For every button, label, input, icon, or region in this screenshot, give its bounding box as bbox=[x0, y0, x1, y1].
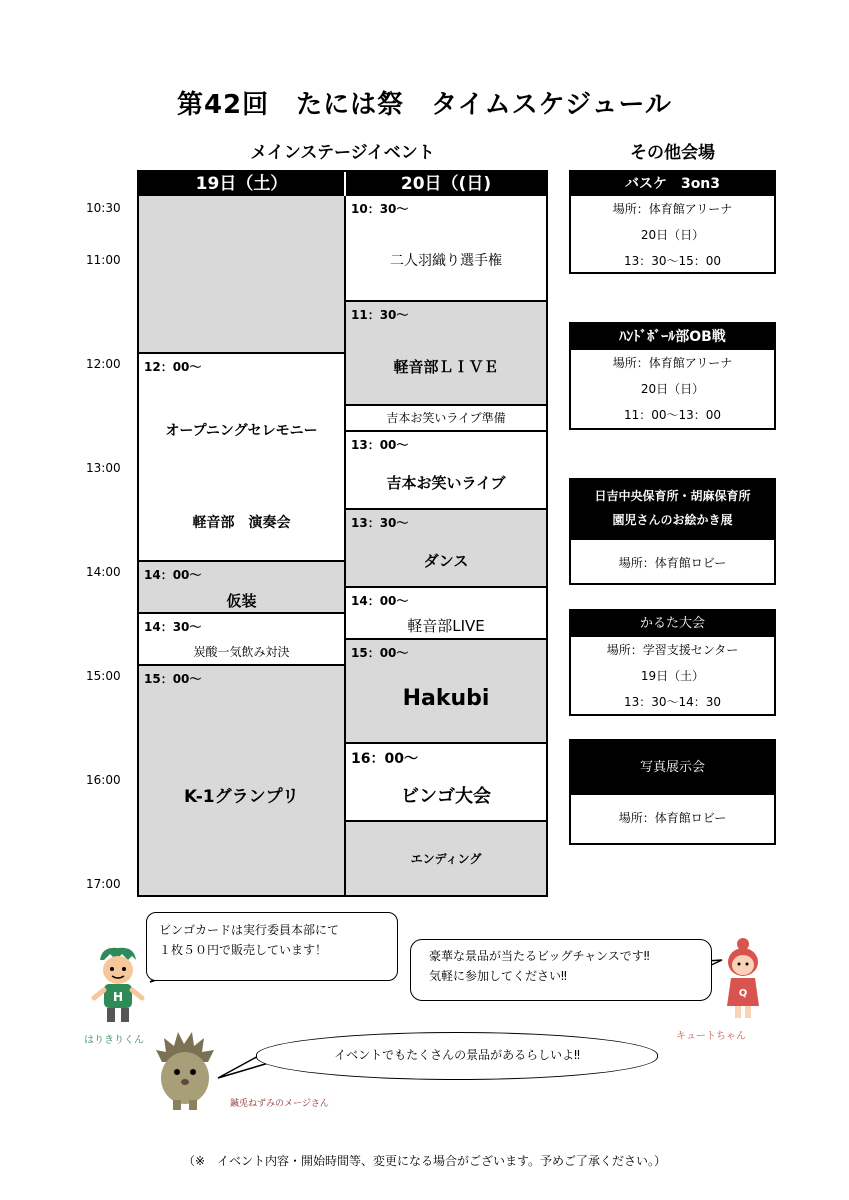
venue-detail: 20日（日） bbox=[640, 382, 705, 396]
venue-detail: 場所：体育館アリーナ bbox=[612, 356, 733, 370]
time-label: 15:00 bbox=[86, 669, 121, 683]
hedgehog-meji-icon bbox=[154, 1028, 216, 1112]
day2-event-yoshimoto-prep bbox=[344, 404, 546, 430]
speech-bubble-hedgehog: イベントでもたくさんの景品があるらしいよ‼ bbox=[256, 1032, 658, 1080]
venue-detail: 場所：体育館ロビー bbox=[618, 811, 727, 825]
main-stage-heading: メインステージイベント bbox=[250, 143, 435, 163]
event-time: 14：00～ bbox=[351, 594, 409, 608]
time-label: 12:00 bbox=[86, 357, 121, 371]
footer-note: （※ イベント内容・開始時間等、変更になる場合がございます。予めご了承ください。） bbox=[182, 1154, 667, 1168]
time-label: 17:00 bbox=[86, 877, 121, 891]
venue-detail: 20日（日） bbox=[640, 228, 705, 242]
day1-event-kasou bbox=[139, 560, 344, 612]
venue-handball bbox=[569, 322, 776, 430]
event-name: 炭酸一気飲み対決 bbox=[193, 645, 290, 659]
day1-header: 19日（土） bbox=[139, 172, 344, 196]
event-name: 吉本お笑いライブ bbox=[386, 474, 506, 492]
bubble-text: ビンゴカードは実行委員本部にて bbox=[159, 923, 340, 937]
event-name: K-1グランプリ bbox=[184, 787, 299, 807]
time-label: 11:00 bbox=[86, 253, 121, 267]
day2-event-ending bbox=[344, 820, 546, 895]
time-label: 14:00 bbox=[86, 565, 121, 579]
event-name: 軽音部 演奏会 bbox=[192, 515, 291, 531]
event-time: 15：00～ bbox=[351, 646, 409, 660]
venue-detail: 19日（土） bbox=[640, 669, 705, 683]
venue-title: 日吉中央保育所・胡麻保育所 bbox=[594, 489, 751, 503]
cute-chan-icon bbox=[722, 936, 764, 1022]
day1-event-opening bbox=[139, 352, 344, 560]
venue-title: ﾊﾝﾄﾞﾎﾞｰﾙ部OB戦 bbox=[571, 324, 774, 350]
venue-title-block bbox=[571, 480, 774, 540]
venue-detail: 11：00～13：00 bbox=[623, 408, 722, 422]
event-time: 14：00～ bbox=[144, 568, 202, 582]
event-name: 吉本お笑いライブ準備 bbox=[386, 411, 506, 425]
day2-event-dance bbox=[344, 508, 546, 586]
event-time: 13：30～ bbox=[351, 516, 409, 530]
day2-event-bingo bbox=[344, 742, 546, 820]
speech-bubble-bingo bbox=[146, 912, 398, 981]
event-time: 14：30～ bbox=[144, 620, 202, 634]
svg-text:Q: Q bbox=[738, 988, 748, 999]
hedgehog-meji-name: 鍼兎ねずみのメージさん bbox=[230, 1099, 329, 1109]
day2-header: 20日（(日) bbox=[344, 172, 546, 196]
day1-event-k1 bbox=[139, 664, 344, 895]
venue-detail: 13：30～15：00 bbox=[623, 254, 722, 268]
day2-event-yoshimoto bbox=[344, 430, 546, 508]
event-name: エンディング bbox=[410, 852, 482, 866]
speech-bubble-prizes bbox=[410, 939, 712, 1001]
event-time: 13：00～ bbox=[351, 438, 409, 452]
svg-text:H: H bbox=[112, 990, 124, 1004]
venue-detail: 13：30～14：30 bbox=[623, 695, 722, 709]
day2-event-ninin bbox=[344, 196, 546, 300]
event-time: 11：30～ bbox=[351, 308, 409, 322]
day2-event-hakubi bbox=[344, 638, 546, 742]
venue-title: バスケ 3on3 bbox=[571, 172, 774, 196]
venue-detail: 場所：学習支援センター bbox=[606, 643, 739, 657]
venue-title: 園児さんのお絵かき展 bbox=[612, 513, 733, 527]
venue-title: 写真展示会 bbox=[571, 741, 774, 795]
event-name: ダンス bbox=[423, 552, 469, 570]
venue-drawing-exhibit bbox=[569, 478, 776, 585]
venue-basketball bbox=[569, 170, 776, 274]
main-stage-schedule bbox=[137, 170, 548, 897]
other-venues-heading: その他会場 bbox=[630, 143, 715, 163]
event-name: 仮装 bbox=[226, 592, 257, 610]
event-time: 15：00～ bbox=[144, 672, 202, 686]
venue-title: かるた大会 bbox=[571, 611, 774, 637]
bubble-text: 豪華な景品が当たるビッグチャンスです‼ bbox=[429, 949, 650, 963]
event-name: オープニングセレモニー bbox=[165, 423, 318, 439]
day1-empty-slot bbox=[139, 196, 344, 352]
cute-chan-name: キュートちゃん bbox=[676, 1031, 746, 1042]
event-name: Hakubi bbox=[402, 686, 490, 711]
time-label: 13:00 bbox=[86, 461, 121, 475]
venue-detail: 場所：体育館ロビー bbox=[618, 556, 727, 570]
event-name: 軽音部ＬＩＶＥ bbox=[393, 358, 499, 376]
event-time: 12：00～ bbox=[144, 360, 202, 374]
time-label: 16:00 bbox=[86, 773, 121, 787]
time-label: 10:30 bbox=[86, 201, 121, 215]
day1-event-soda bbox=[139, 612, 344, 664]
event-time: 16：00～ bbox=[351, 751, 418, 767]
bubble-text: １枚５０円で販売しています！ bbox=[159, 943, 328, 957]
bubble-text: 気軽に参加してください‼ bbox=[429, 969, 567, 983]
harikiri-kun-name: はりきりくん bbox=[84, 1035, 144, 1046]
day2-event-keion-live2 bbox=[344, 586, 546, 638]
event-name: 軽音部LIVE bbox=[407, 617, 485, 635]
event-name: ビンゴ大会 bbox=[401, 786, 491, 807]
page-title: 第42回 たには祭 タイムスケジュール bbox=[176, 90, 673, 120]
venue-karuta bbox=[569, 609, 776, 716]
event-time: 10：30～ bbox=[351, 202, 409, 216]
venue-photo-exhibit bbox=[569, 739, 776, 845]
day2-event-keion-live bbox=[344, 300, 546, 404]
harikiri-kun-icon bbox=[88, 944, 148, 1026]
event-name: 二人羽織り選手権 bbox=[390, 253, 502, 269]
venue-detail: 場所：体育館アリーナ bbox=[612, 202, 733, 216]
